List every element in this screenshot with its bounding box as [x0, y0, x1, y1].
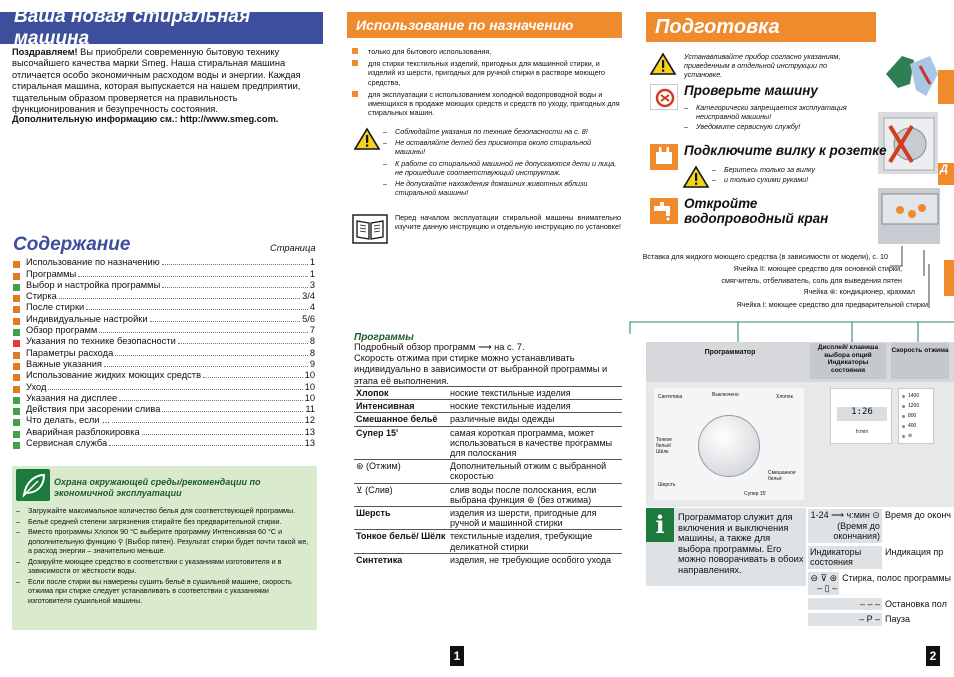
- status-value: Время до оконч: [884, 510, 951, 520]
- toc-entry[interactable]: [13, 268, 315, 279]
- usage-item-text: только для бытового использования,: [368, 47, 492, 56]
- programs-title: Программы: [354, 332, 414, 343]
- toc-leader: [115, 355, 308, 356]
- toc-title: Указания по технике безопасности: [26, 336, 176, 347]
- eco-box: [12, 466, 317, 630]
- usage-list: [352, 47, 622, 120]
- toc-title: Стирка: [26, 291, 57, 302]
- status-value: Индикация пр: [885, 546, 944, 557]
- left-header: [0, 6, 323, 49]
- right-title: Подготовка: [655, 15, 780, 38]
- toc-color-marker: [13, 261, 20, 268]
- toc-color-marker: [13, 352, 20, 359]
- tray-2: Ячейка II: моющее средство для основной стирки,: [733, 264, 902, 273]
- eco-item: [16, 577, 311, 606]
- toc-color-marker: [13, 284, 20, 291]
- toc-page: 3: [309, 279, 315, 290]
- toc-page: 4: [309, 302, 315, 313]
- toc-entry[interactable]: [13, 325, 315, 336]
- program-name: Супер 15': [354, 426, 448, 460]
- toc-page: 8: [309, 347, 315, 358]
- toc-page: 5/6: [302, 313, 315, 324]
- toc-page: 13: [304, 426, 315, 437]
- toc-title: Аварийная разблокировка: [26, 426, 140, 437]
- toc-leader: [162, 264, 308, 265]
- toc-title: Индивидуальные настройки: [26, 313, 148, 324]
- toc-color-marker: [13, 363, 20, 370]
- toc-color-marker: [13, 295, 20, 302]
- toc-title: Обзор программ: [26, 325, 98, 336]
- toc-color-marker: [13, 340, 20, 347]
- program-row: [354, 387, 622, 400]
- speed-option[interactable]: [902, 421, 930, 431]
- eco-title: Охрана окружающей среды/рекомендации по экономичной эксплуатации: [54, 477, 261, 498]
- intro-bold: Поздравляем!: [12, 47, 78, 57]
- program-desc: изделия, не требующие особого ухода: [448, 553, 622, 566]
- left-title: Ваша новая стиральная машина: [14, 6, 251, 49]
- toc-leader: [112, 422, 303, 423]
- toc-entry[interactable]: [13, 347, 315, 358]
- check-item-text: Уведомите сервисную службу!: [696, 122, 801, 132]
- program-row: [354, 400, 622, 413]
- program-row: [354, 553, 622, 566]
- dial-label-super: Супер 15': [744, 491, 767, 497]
- side-tab-mid: Д: [938, 163, 954, 185]
- usage-item-text: для стирки текстильных изделий, пригодных для машинной стирки, и изделий из шерсти, пригодных для ручной стирки в растворе моющего средства,: [368, 59, 606, 87]
- mid-header: [347, 12, 622, 38]
- status-key: 1-24 ⟶ ч:мин ⊙ (Время до окончания): [808, 509, 882, 543]
- dial-label-synth: Синтетика: [658, 394, 683, 400]
- speed-option[interactable]: [902, 391, 930, 401]
- program-name: Синтетика: [354, 553, 448, 566]
- warning-item: [383, 127, 618, 136]
- toc-page: 8: [309, 336, 315, 347]
- eco-item: [16, 527, 311, 556]
- toc-page: 13: [304, 438, 315, 449]
- program-row: [354, 530, 622, 553]
- status-value: Пауза: [885, 614, 911, 624]
- toc-color-marker: [13, 419, 20, 426]
- program-desc: ноские текстильные изделия: [448, 400, 622, 413]
- toc-leader: [99, 332, 308, 333]
- plug-item: [712, 175, 872, 184]
- plug-dash: –: [712, 165, 716, 174]
- program-name: Хлопок: [354, 387, 448, 400]
- usage-bullet: [352, 90, 368, 118]
- tray-softener: Ячейка ⊛: кондиционер, крахмал: [803, 287, 915, 296]
- program-row: [354, 426, 622, 460]
- toc-entry[interactable]: [13, 415, 315, 426]
- toc-entry[interactable]: [13, 381, 315, 392]
- info-icon: i: [646, 508, 674, 542]
- warning-item: [383, 179, 618, 197]
- status-key: – P –: [808, 613, 882, 626]
- eco-item-text: Бельё средней степени загрязнения стирайте без предварительной стирки.: [28, 516, 282, 526]
- toc-leader: [78, 276, 308, 277]
- toc-page: 11: [305, 404, 315, 415]
- toc-color-marker: [13, 306, 20, 313]
- eco-item-text: Вместо программы Хлопок 90 °C выберите программу Интенсивная 60 °C и дополнительную функцию ⚲ (Выбор пятен). Результат стирки будет почти такой же, а расход энергии – значительно меньше.: [28, 527, 309, 555]
- toc-color-marker: [13, 408, 20, 415]
- eco-dash: –: [16, 506, 20, 515]
- leader-lines: [620, 236, 954, 346]
- toc-page: 10: [304, 392, 315, 403]
- toc-leader: [109, 445, 302, 446]
- toc-title: После стирки: [26, 302, 85, 313]
- warning-item: [383, 138, 618, 156]
- toc-entry[interactable]: [13, 438, 315, 449]
- speed-value: 1200: [908, 403, 920, 409]
- plug-dash: –: [712, 175, 716, 185]
- warning-item: [383, 159, 618, 177]
- display-unit: h:min: [855, 429, 869, 435]
- tap-title: Откройте водопроводный кран: [684, 196, 829, 226]
- intro-body: Вы приобрели современную бытовую технику высочайшего качества марки Smeg. Наша стиральная машина отличается особо экономичным расходом воды и энергии. Каждая стиральная машина, которая выпускается на нашем предприятии, тщательным образом проверяется на правильность функционирования и безупречность состояния.: [12, 47, 301, 115]
- toc-page: 3/4: [302, 291, 315, 302]
- contents-title: Содержание: [13, 234, 131, 255]
- program-desc: ноские текстильные изделия: [448, 387, 622, 400]
- eco-item-text: Загружайте максимальное количество белья для соответствующей программы.: [28, 506, 296, 515]
- usage-item-text: для эксплуатации с использованием холодной водопроводной воды и имеющихся в продаже моющих средств и средств по уходу, пригодных для стиральных машин.: [368, 89, 620, 118]
- eco-dash: –: [16, 516, 20, 526]
- usage-item: [352, 90, 622, 118]
- toc-leader: [162, 411, 303, 412]
- display-area: [830, 388, 892, 444]
- toc-entry[interactable]: [13, 393, 315, 404]
- toc-leader: [178, 343, 308, 344]
- program-desc: различные виды одежды: [448, 413, 622, 426]
- toc-leader: [48, 389, 302, 390]
- control-panel: [646, 382, 954, 507]
- toc-title: Параметры расхода: [26, 347, 114, 358]
- more-info: [12, 114, 320, 125]
- dial-label-wool: Шерсть: [658, 482, 676, 488]
- warning-text: Соблюдайте указания по технике безопасности на с. 8!: [395, 127, 588, 136]
- toc-title: Выбор и настройка программы: [26, 279, 161, 290]
- eco-item: [16, 506, 311, 516]
- warning-list: [383, 127, 618, 199]
- plug-warning-icon: [683, 165, 709, 194]
- display-status-row: [808, 508, 954, 545]
- toc-page: 1: [309, 257, 315, 268]
- check-dash: –: [684, 103, 688, 112]
- eco-list: [16, 506, 311, 606]
- warning-triangle-icon: [354, 127, 380, 156]
- toc-color-marker: [13, 431, 20, 438]
- warning-dash: –: [383, 138, 387, 148]
- display-screen: 1:26: [837, 407, 887, 421]
- toc-entry[interactable]: [13, 370, 315, 381]
- display-status-row: [808, 545, 954, 571]
- warning-dash: –: [383, 127, 387, 136]
- speed-option[interactable]: [902, 411, 930, 421]
- status-value: Стирка, полос программы: [842, 572, 951, 583]
- program-name: Интенсивная: [354, 400, 448, 413]
- programs-ref: Подробный обзор программ ⟶ на с. 7.: [354, 342, 525, 352]
- page-number-2: 2: [926, 646, 940, 666]
- eco-item: [16, 557, 311, 576]
- toc-title: Сервисная служба: [26, 438, 108, 449]
- eco-dash: –: [16, 527, 20, 536]
- toc-page: 9: [309, 358, 315, 369]
- prep-warning-icon: [650, 52, 676, 81]
- panel-prog-label: Программатор: [704, 349, 756, 356]
- laundry-illustration: [880, 44, 940, 106]
- program-row: [354, 460, 622, 483]
- toc-title: Что делать, если ...: [26, 415, 110, 426]
- programs-table: [354, 386, 622, 566]
- toc-title: Указания на дисплее: [26, 392, 118, 403]
- plug-item-text: и только сухими руками!: [724, 175, 809, 185]
- warning-text: К работе со стиральной машиной не допускаются дети и лица, не прошедшие соответствующий инструктаж.: [395, 158, 617, 177]
- program-name: Тонкое бельё/ Шёлк: [354, 530, 448, 553]
- display-status-row: [808, 571, 954, 597]
- programs-table-wrap: [354, 386, 622, 566]
- insert-caption: Вставка для жидкого моющего средства (в зависимости от модели), с. 10: [642, 252, 888, 261]
- check-machine-icon: [650, 84, 678, 110]
- toc-leader: [104, 366, 308, 367]
- eco-item: [16, 517, 311, 527]
- right-header: [646, 12, 876, 42]
- toc-page: 1: [309, 268, 315, 279]
- program-row: [354, 483, 622, 506]
- toc-leader: [59, 298, 300, 299]
- tray-2b: смягчитель, отбеливатель, соль для выведения пятен: [721, 276, 902, 285]
- program-row: [354, 507, 622, 530]
- page-label: Страница: [270, 243, 316, 253]
- check-item: [684, 122, 864, 131]
- status-key: Индикаторы состояния: [808, 546, 882, 569]
- toc-entry[interactable]: [13, 426, 315, 437]
- display-status-table: [808, 508, 954, 628]
- intro-text: [12, 47, 320, 115]
- program-dial[interactable]: [698, 415, 760, 477]
- programs-desc: Скорость отжима при стирке можно устанавливать индивидуально в зависимости от выбранной программы и этапа её выполнения.: [354, 353, 608, 386]
- check-item: [684, 103, 864, 121]
- info-text: Программатор служит для включения и выключения машины, а также для выбора программы. Его можно поворачивать в обоих направлениях.: [678, 512, 804, 575]
- speed-option[interactable]: [902, 401, 930, 411]
- program-desc: Дополнительный отжим с выбранной скоростью: [448, 460, 622, 483]
- toc-color-marker: [13, 273, 20, 280]
- mid-title: Использование по назначению: [356, 17, 574, 33]
- toc-entry[interactable]: [13, 313, 315, 324]
- toc-entry[interactable]: [13, 257, 315, 268]
- program-name: Смешанное бельё: [354, 413, 448, 426]
- plug-item: [712, 165, 872, 174]
- toc-title: Использование по назначению: [26, 257, 160, 268]
- check-title: Проверьте машину: [684, 83, 818, 98]
- plug-icon: [650, 144, 678, 170]
- panel-spin-label: Скорость отжима: [891, 343, 949, 379]
- toc-color-marker: [13, 386, 20, 393]
- toc-title: Действия при засорении слива: [26, 404, 161, 415]
- eco-dash: –: [16, 556, 20, 566]
- usage-item: [352, 59, 622, 87]
- check-list: [684, 103, 864, 133]
- eco-icon: [16, 469, 50, 501]
- toc-entry[interactable]: [13, 291, 315, 302]
- toc-color-marker: [13, 397, 20, 404]
- speed-option[interactable]: [902, 431, 930, 441]
- book-icon: [352, 214, 388, 249]
- plug-list: [712, 165, 872, 185]
- program-desc: слив воды после полоскания, если выбрана функция ⊛ (без отжима): [448, 483, 622, 506]
- toc-entry[interactable]: [13, 302, 315, 313]
- speed-value: ⊘: [908, 433, 913, 439]
- toc-page: 10: [304, 381, 315, 392]
- toc-leader: [86, 309, 308, 310]
- speed-value: 400: [908, 423, 917, 429]
- program-name: ⊻ (Слив): [354, 483, 448, 506]
- page-number-1: 1: [450, 646, 464, 666]
- toc-page: 12: [304, 415, 315, 426]
- program-desc: изделия из шерсти, пригодные для ручной и машинной стирки: [448, 507, 622, 530]
- check-dash: –: [684, 122, 688, 132]
- toc-page: 10: [304, 370, 315, 381]
- toc-entry[interactable]: [13, 280, 315, 291]
- toc-leader: [162, 287, 308, 288]
- toc-color-marker: [13, 374, 20, 381]
- tray-1: Ячейка I: моющее средство для предварительной стирки: [736, 300, 928, 309]
- status-key: – – –: [808, 598, 882, 611]
- dial-label-thin: Тонкое бельё/ Шёлк: [656, 437, 673, 455]
- toc-entry[interactable]: [13, 359, 315, 370]
- status-value: Остановка пол: [885, 598, 947, 609]
- display-status-row: [808, 612, 954, 628]
- toc-color-marker: [13, 318, 20, 325]
- speed-value: 1400: [908, 393, 920, 399]
- book-note: Перед началом эксплуатации стиральной машины внимательно изучите данную инструкцию и отдельную инструкцию по установке!: [395, 213, 621, 232]
- warning-text: Не допускайте нахождения домашних животных вблизи стиральной машины!: [395, 179, 588, 198]
- dial-label-cotton: Хлопок: [776, 394, 793, 400]
- check-item-text: Категорически запрещается эксплуатация неисправной машины!: [696, 103, 847, 122]
- eco-item-text: Дозируйте моющее средство в соответствии с указаниями изготовителя и в зависимости от жёсткости воды.: [28, 556, 282, 575]
- display-status-row: [808, 597, 954, 613]
- usage-item: [352, 47, 622, 56]
- broken-machine-illustration: [878, 112, 938, 174]
- prep-note: Устанавливайте прибор согласно указаниям, приведенным в отдельной инструкции по установке.: [684, 52, 841, 80]
- toc-page: 7: [309, 325, 315, 336]
- toc-title: Программы: [26, 268, 77, 279]
- tap-icon: [650, 198, 678, 224]
- program-desc: текстильные изделия, требующие деликатной стирки: [448, 530, 622, 553]
- eco-dash: –: [16, 576, 20, 586]
- table-of-contents: [13, 257, 315, 449]
- warning-text: Не оставляйте детей без присмотра около стиральной машины!: [395, 138, 592, 157]
- toc-leader: [119, 400, 302, 401]
- panel-disp-label: Дисплей/ клавиша выбора опций Индикаторы состояния: [810, 343, 886, 379]
- eco-item-text: Если после стирки вы намерены сушить бельё в сушильной машине, скорость отжима при стирке следует устанавливать в соответствии с указаниями изготовителя сушильной машины.: [28, 576, 292, 605]
- toc-entry[interactable]: [13, 336, 315, 347]
- speed-value: 800: [908, 413, 917, 419]
- program-desc: самая короткая программа, может использоваться в качестве программы для полоскания: [448, 426, 622, 460]
- toc-title: Уход: [26, 381, 47, 392]
- speed-options: [898, 388, 934, 444]
- toc-title: Важные указания: [26, 358, 102, 369]
- warning-dash: –: [383, 158, 387, 168]
- more-info-text: Дополнительную информацию см.: http://www.smeg.com.: [12, 114, 279, 124]
- dial-label-mixed: Смешанное бельё: [768, 470, 796, 482]
- toc-color-marker: [13, 442, 20, 449]
- program-name: Шерсть: [354, 507, 448, 530]
- usage-bullet: [352, 47, 368, 56]
- status-key: ⊖ ⊽ ⊛ – ▯ –: [808, 572, 839, 595]
- usage-bullet: [352, 59, 368, 87]
- toc-color-marker: [13, 329, 20, 336]
- program-row: [354, 413, 622, 426]
- plug-title: Подключите вилку к розетке: [684, 143, 887, 158]
- side-tab-top: [938, 70, 954, 104]
- plug-item-text: Беритесь только за вилку: [724, 165, 815, 174]
- program-name: ⊛ (Отжим): [354, 460, 448, 483]
- toc-leader: [203, 377, 303, 378]
- toc-leader: [150, 321, 301, 322]
- dial-label-off: Выключено: [712, 392, 739, 398]
- toc-leader: [142, 434, 303, 435]
- warning-dash: –: [383, 179, 387, 189]
- toc-entry[interactable]: [13, 404, 315, 415]
- toc-title: Использование жидких моющих средств: [26, 370, 202, 381]
